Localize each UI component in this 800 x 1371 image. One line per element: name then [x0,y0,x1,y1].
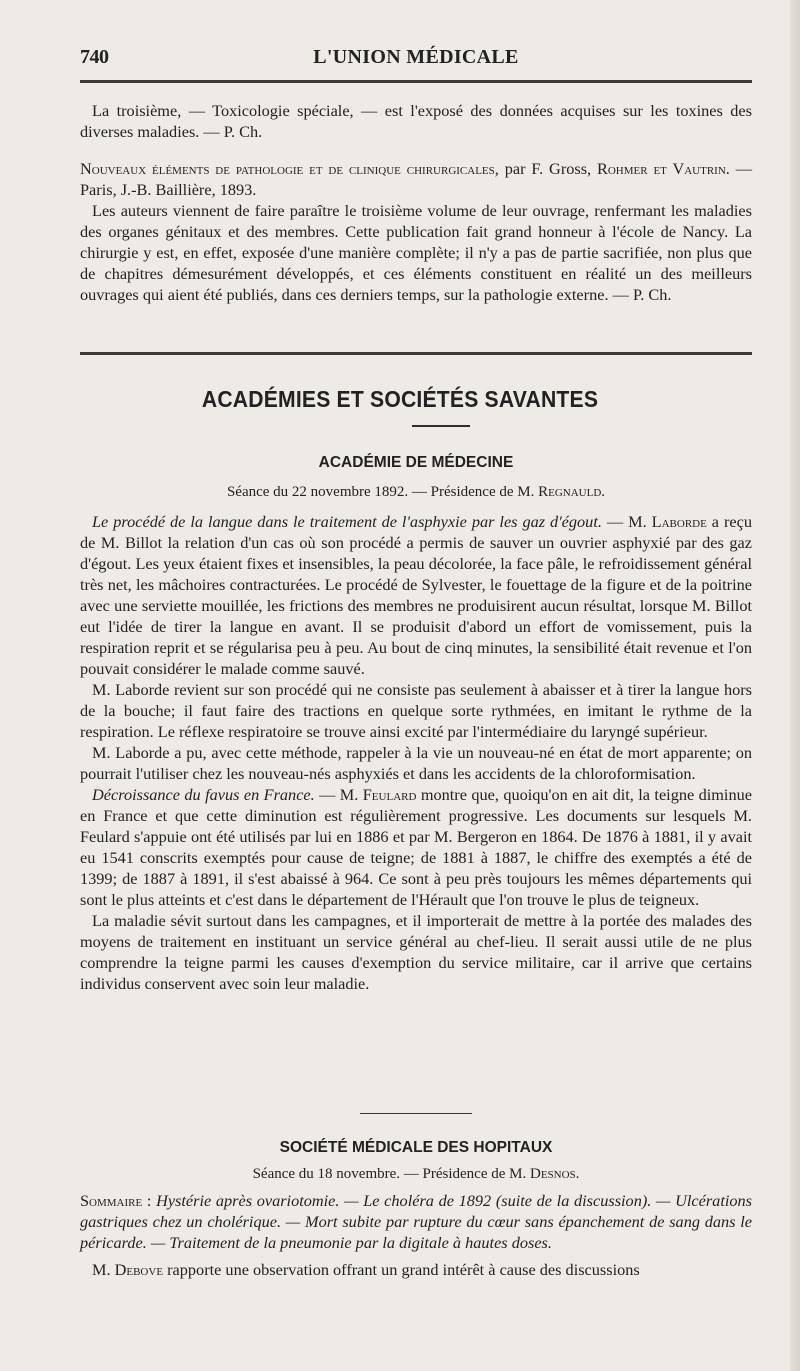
running-header [80,46,752,76]
book-authors-1: par F. Gross, [504,159,592,178]
academie-paragraph-4-text: montre que, quoiqu'on en ait dit, la teigne diminue en France et que cette diminution est régulièrement progressive. Les documents sur lesquels M. Feulard s'appuie ont été utilisés par lui en 1886 et par M. Bergeron en 1864. De 1876 à 1881, il y avait eu 1541 conscrits exemptés pour cause de teigne; de 1881 à 1887, le chiffre des exemptés a été de 1399; de 1887 à 1891, il s'est abaissé à 964. Ce sont à peu près toujours les mêmes départements qui sont le plus atteints et c'est dans le département de l'Hérault que l'on trouve le plus de teigneux. [80,785,752,909]
header-rule [80,80,752,83]
sommaire-text: Hystérie après ovariotomie. — Le choléra de 1892 (suite de la discussion). — Ulcérations gastriques chez un cholérique. — Mort subite par rupture du cœur sans épanchement de sang dans le péricarde. — Traitement de la pneumonie par la digitale à hautes doses. [80,1191,752,1252]
academie-title: ACADÉMIE DE MÉDECINE [318,454,514,471]
academie-president: Regnauld. [538,484,606,500]
review-troisieme-text: La troisième, — Toxicologie spéciale, — est l'exposé des données acquises sur les toxines des diverses maladies. — P. Ch. [80,101,752,141]
book-publisher: — Paris, J.-B. Baillière, 1893. [80,159,752,199]
section-separator [360,1113,472,1114]
societe-title: SOCIÉTÉ MÉDICALE DES HOPITAUX [279,1139,553,1156]
academie-paragraph-4 [80,784,752,910]
author-debove: M. Debove [92,1260,164,1279]
sommaire [80,1190,752,1253]
topic-title-asphyxie: Le procédé de la langue dans le traitement de l'asphyxie par les gaz d'égout. [92,512,602,531]
societe-session [0,1166,800,1183]
academie-paragraph-3: M. Laborde a pu, avec cette méthode, rappeler à la vie un nouveau-né en état de mort apparente; on pourrait l'utiliser chez les nouveau-nés asphyxiés et dans les accidents de la chloroformisation. [80,743,752,783]
academie-body [80,511,752,994]
book-title: Nouveaux éléments de pathologie et de clinique chirurgicales, [80,159,499,178]
academie-paragraph-1 [80,511,752,679]
academie-paragraph-1-text: a reçu de M. Billot la relation d'un cas où son procédé a permis de sauver un ouvrier asphyxié par des gaz d'égout. Les yeux étaient fixes et insensibles, la peau décolorée, la face pâle, le refroidissement général très net, les mâchoires contracturées. Le procédé de Sylvester, le fouettage de la figure et de la poitrine avec une serviette mouillée, les frictions des membres ne produisirent aucun résultat, lorsque M. Billot eut l'idée de tirer la langue en avant. Il se produisit d'abord un effort de vomissement, puis la respiration reprit et se régularisa peu à peu. Au bout de cinq minutes, la sensibilité était revenue et l'on pouvait considérer le malade comme sauvé. [80,512,753,678]
societe-body [80,1190,752,1280]
academie-paragraph-2: M. Laborde revient sur son procédé qui ne consiste pas seulement à abaisser et à tirer la langue hors de la bouche; il faut faire des tractions en quelque sorte rythmées, en imitant le rythme de la respiration. Le réflexe respiratoire se trouve ainsi excité par l'intermédiaire du laryngé supérieur. [80,680,752,741]
section-title-underline [412,425,470,427]
academie-session-text: Séance du 22 novembre 1892. — Présidence de M. [226,484,535,500]
sommaire-label: Sommaire : [80,1191,152,1210]
journal-title: L'UNION MÉDICALE [313,46,519,68]
societe-paragraph-1 [80,1259,752,1280]
academie-session [0,484,800,501]
societe-paragraph-1-text: rapporte une observation offrant un grand intérêt à cause des discussions [167,1260,640,1279]
author-laborde: — M. Laborde [606,512,707,531]
book-review-body: Les auteurs viennent de faire paraître le troisième volume de leur ouvrage, renfermant les maladies des organes génitaux et des membres. Cette publication fait grand honneur à l'école de Nancy. La chirurgie y est, en effet, exposée d'une manière complète; il n'y a pas de partie sacrifiée, non plus que de chapitres démesurément développés, et ces éléments constituent en réalité un des meilleurs ouvrages qui aient été publiés, dans ces derniers temps, sur la pathologie externe. — P. Ch. [80,201,752,304]
section-rule [80,352,752,355]
societe-president: Desnos. [529,1166,580,1182]
book-entry [80,158,752,305]
topic-title-favus: Décroissance du favus en France. [92,785,315,804]
author-feulard: — M. Feulard [319,785,417,804]
academie-paragraph-5: La maladie sévit surtout dans les campagnes, et il importerait de mettre à la portée des malades des moyens de traitement en instituant un service général au chef-lieu. Il serait aussi utile de ne plus comprendre la teigne parmi les causes d'exemption du service militaire, car il arrive que certains individus conservent avec soin leur maladie. [80,911,752,993]
book-authors-2: Rohmer et Vautrin. [597,159,730,178]
societe-session-text: Séance du 18 novembre. — Présidence de M. [252,1166,527,1182]
section-title: ACADÉMIES ET SOCIÉTÉS SAVANTES [201,386,599,412]
book-citation [80,158,752,200]
review-troisieme [80,100,752,142]
page-number: 740 [80,46,109,68]
